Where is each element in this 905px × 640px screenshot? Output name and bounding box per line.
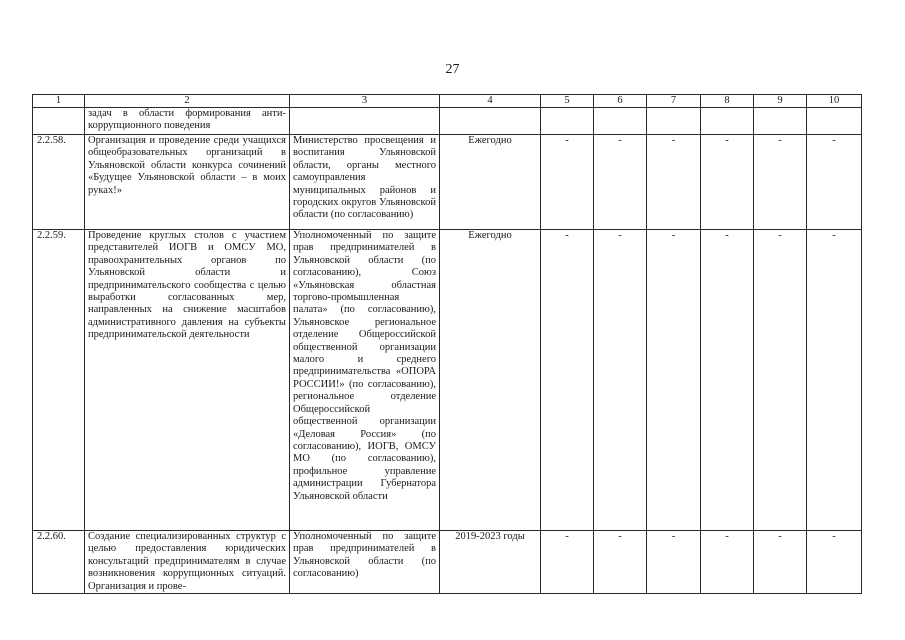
- item-number: 2.2.60.: [33, 531, 85, 594]
- deadline-text: [440, 108, 541, 135]
- value-cell: -: [647, 531, 701, 594]
- table-row: [33, 135, 862, 230]
- item-number: 2.2.59.: [33, 230, 85, 531]
- item-number: 2.2.58.: [33, 135, 85, 230]
- column-header: 3: [290, 95, 440, 108]
- measure-text: Организация и проведение среди учащихся общеобразовательных организаций в Ульяновской области конкурса сочинений «Будущее Ульяновской области – в моих руках!»: [85, 135, 290, 230]
- measures-table: [32, 94, 862, 594]
- executor-text: [290, 108, 440, 135]
- column-header: 7: [647, 95, 701, 108]
- measure-text: задач в области формирования анти-коррупционного поведения: [85, 108, 290, 135]
- value-cell: -: [541, 531, 594, 594]
- value-cell: [754, 108, 807, 135]
- column-header: 5: [541, 95, 594, 108]
- value-cell: -: [807, 230, 862, 531]
- item-number: [33, 108, 85, 135]
- value-cell: -: [701, 531, 754, 594]
- value-cell: -: [647, 230, 701, 531]
- value-cell: -: [701, 135, 754, 230]
- deadline-text: 2019-2023 годы: [440, 531, 541, 594]
- table-row: [33, 230, 862, 531]
- value-cell: -: [754, 135, 807, 230]
- executor-text: Уполномоченный по защите прав предпринимателей в Ульяновской области (по согласованию): [290, 531, 440, 594]
- column-header: 10: [807, 95, 862, 108]
- value-cell: -: [541, 135, 594, 230]
- header-row: [33, 95, 862, 108]
- table-row: [33, 108, 862, 135]
- value-cell: -: [594, 531, 647, 594]
- column-header: 9: [754, 95, 807, 108]
- column-header: 6: [594, 95, 647, 108]
- value-cell: -: [701, 230, 754, 531]
- executor-text: Министерство просвещения и воспитания Ульяновской области, органы местного самоуправления муниципальных районов и городских округов Ульяновской области (по согласованию): [290, 135, 440, 230]
- value-cell: -: [541, 230, 594, 531]
- value-cell: -: [594, 230, 647, 531]
- executor-text: Уполномоченный по защите прав предпринимателей в Ульяновской области (по согласованию), Союз «Ульяновская областная торгово-промышленная палата» (по согласованию), Ульяновское региональное отделение Общероссийской общественной организации малого и среднего предпринимательства «ОПОРА РОССИИ!» (по согласованию), региональное отделение Общероссийской общественной организации «Деловая Россия» (по согласованию), ИОГВ, ОМСУ МО (по согласованию), профильное управление администрации Губернатора Ульяновской области: [290, 230, 440, 531]
- table-row: [33, 531, 862, 594]
- page-number: 27: [445, 62, 460, 77]
- value-cell: -: [754, 531, 807, 594]
- value-cell: -: [594, 135, 647, 230]
- value-cell: [594, 108, 647, 135]
- deadline-text: Ежегодно: [440, 135, 541, 230]
- value-cell: [647, 108, 701, 135]
- measure-text: Проведение круглых столов с участием представителей ИОГВ и ОМСУ МО, правоохранительных органов по Ульяновской области и предпринимательского сообщества с целью выработки согласованных мер, направленных на снижение масштабов административного давления на субъекты предпринимательской деятельности: [85, 230, 290, 531]
- deadline-text: Ежегодно: [440, 230, 541, 531]
- column-header: 8: [701, 95, 754, 108]
- column-header: 1: [33, 95, 85, 108]
- column-header: 2: [85, 95, 290, 108]
- value-cell: -: [754, 230, 807, 531]
- value-cell: -: [647, 135, 701, 230]
- value-cell: [541, 108, 594, 135]
- value-cell: -: [807, 531, 862, 594]
- measure-text: Создание специализированных структур с целью предоставления юридических консультаций предпринимателям в случае возникновения коррупционных ситуаций. Организация и прове-: [85, 531, 290, 594]
- value-cell: -: [807, 135, 862, 230]
- value-cell: [701, 108, 754, 135]
- value-cell: [807, 108, 862, 135]
- column-header: 4: [440, 95, 541, 108]
